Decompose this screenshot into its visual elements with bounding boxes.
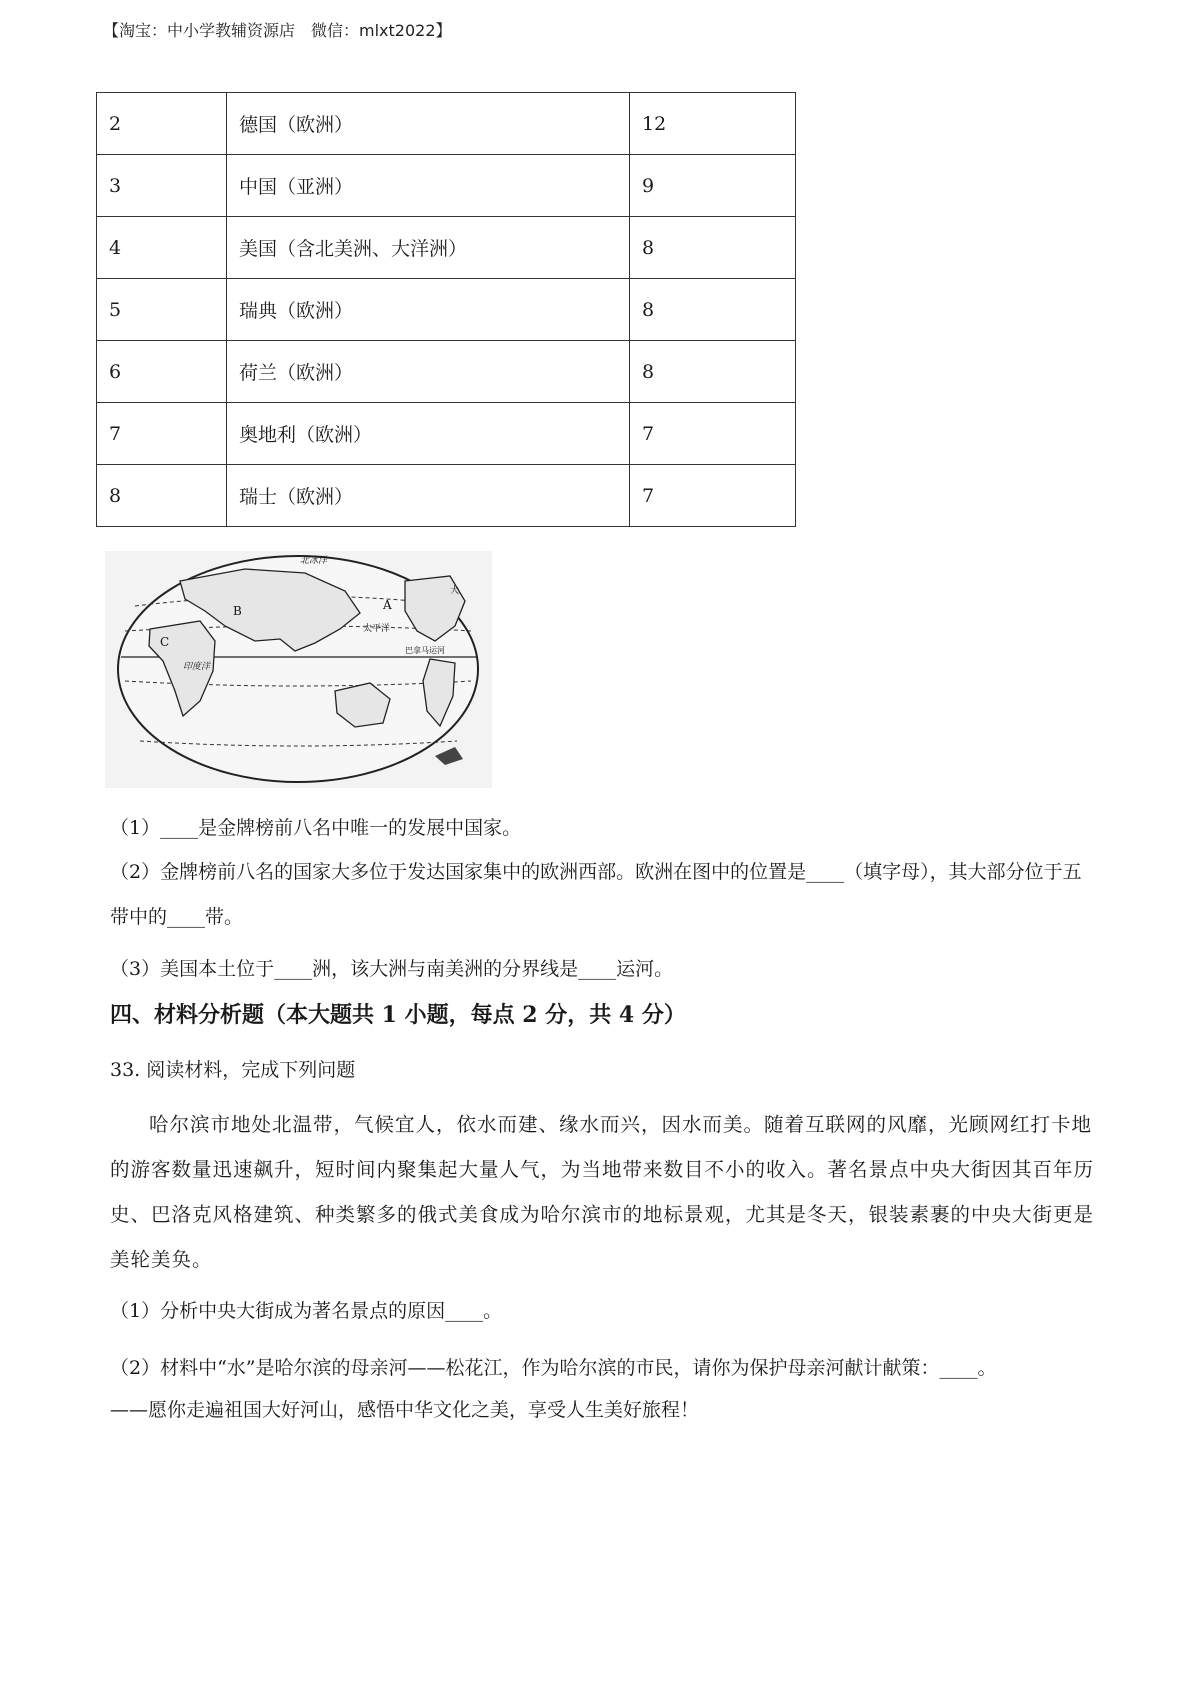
rank-cell: 8	[97, 465, 227, 527]
q32-part1: （1）____是金牌榜前八名中唯一的发展中国家。	[110, 817, 522, 839]
country-cell: 中国（亚洲）	[227, 155, 630, 217]
q33-part2: （2）材料中“水”是哈尔滨的母亲河——松花江，作为哈尔滨的市民，请你为保护母亲河献计献策：____。	[110, 1357, 997, 1379]
country-cell: 瑞典（欧洲）	[227, 279, 630, 341]
rank-cell: 5	[97, 279, 227, 341]
country-cell: 德国（欧洲）	[227, 93, 630, 155]
gold-count-cell: 7	[630, 465, 796, 527]
gold-count-cell: 12	[630, 93, 796, 155]
country-cell: 荷兰（欧洲）	[227, 341, 630, 403]
table-row	[97, 217, 796, 279]
q33-part1: （1）分析中央大街成为著名景点的原因____。	[110, 1300, 503, 1322]
q33-stem: 33. 阅读材料，完成下列问题	[110, 1059, 356, 1081]
world-map-figure	[105, 551, 492, 788]
gold-count-cell: 8	[630, 341, 796, 403]
country-cell: 美国（含北美洲、大洋洲）	[227, 217, 630, 279]
section-4-title: 四、材料分析题（本大题共 1 小题，每点 2 分，共 4 分）	[110, 1002, 686, 1028]
table-row	[97, 403, 796, 465]
table-row	[97, 279, 796, 341]
map-label-atlantic: 大	[450, 586, 460, 596]
q32-part3: （3）美国本土位于____洲，该大洲与南美洲的分界线是____运河。	[110, 958, 674, 980]
rank-cell: 3	[97, 155, 227, 217]
table-row	[97, 465, 796, 527]
map-label-arctic: 北冰洋	[300, 556, 328, 566]
map-label-b: B	[233, 604, 242, 618]
rank-cell: 2	[97, 93, 227, 155]
table-row	[97, 155, 796, 217]
table-row	[97, 93, 796, 155]
map-label-pacific: 太平洋	[363, 624, 391, 634]
rank-cell: 6	[97, 341, 227, 403]
table-row	[97, 341, 796, 403]
gold-count-cell: 7	[630, 403, 796, 465]
map-label-panama: 巴拿马运河	[405, 646, 445, 655]
map-label-a: A	[383, 598, 392, 612]
map-label-c: C	[160, 635, 170, 649]
rank-cell: 7	[97, 403, 227, 465]
closing-line: ——愿你走遍祖国大好河山，感悟中华文化之美，享受人生美好旅程！	[110, 1399, 700, 1421]
gold-count-cell: 9	[630, 155, 796, 217]
country-cell: 瑞士（欧洲）	[227, 465, 630, 527]
medal-table	[96, 92, 796, 527]
gold-count-cell: 8	[630, 279, 796, 341]
q32-part2: （2）金牌榜前八名的国家大多位于发达国家集中的欧洲西部。欧洲在图中的位置是____（填字母），其大部分位于五带中的____带。	[110, 861, 1082, 928]
country-cell: 奥地利（欧洲）	[227, 403, 630, 465]
gold-count-cell: 8	[630, 217, 796, 279]
watermark-header: 【淘宝：中小学教辅资源店 微信：mlxt2022】	[103, 21, 452, 40]
rank-cell: 4	[97, 217, 227, 279]
q33-material: 哈尔滨市地处北温带，气候宜人，依水而建、缘水而兴，因水而美。随着互联网的风靡，光顾网红打卡地的游客数量迅速飙升，短时间内聚集起大量人气，为当地带来数目不小的收入。著名景点中央大街因其百年历史、巴洛克风格建筑、种类繁多的俄式美食成为哈尔滨市的地标景观，尤其是冬天，银装素裹的中央大街更是美轮美奂。	[110, 1113, 1095, 1271]
world-map	[105, 551, 492, 788]
map-label-indian: 印度洋	[183, 662, 211, 672]
